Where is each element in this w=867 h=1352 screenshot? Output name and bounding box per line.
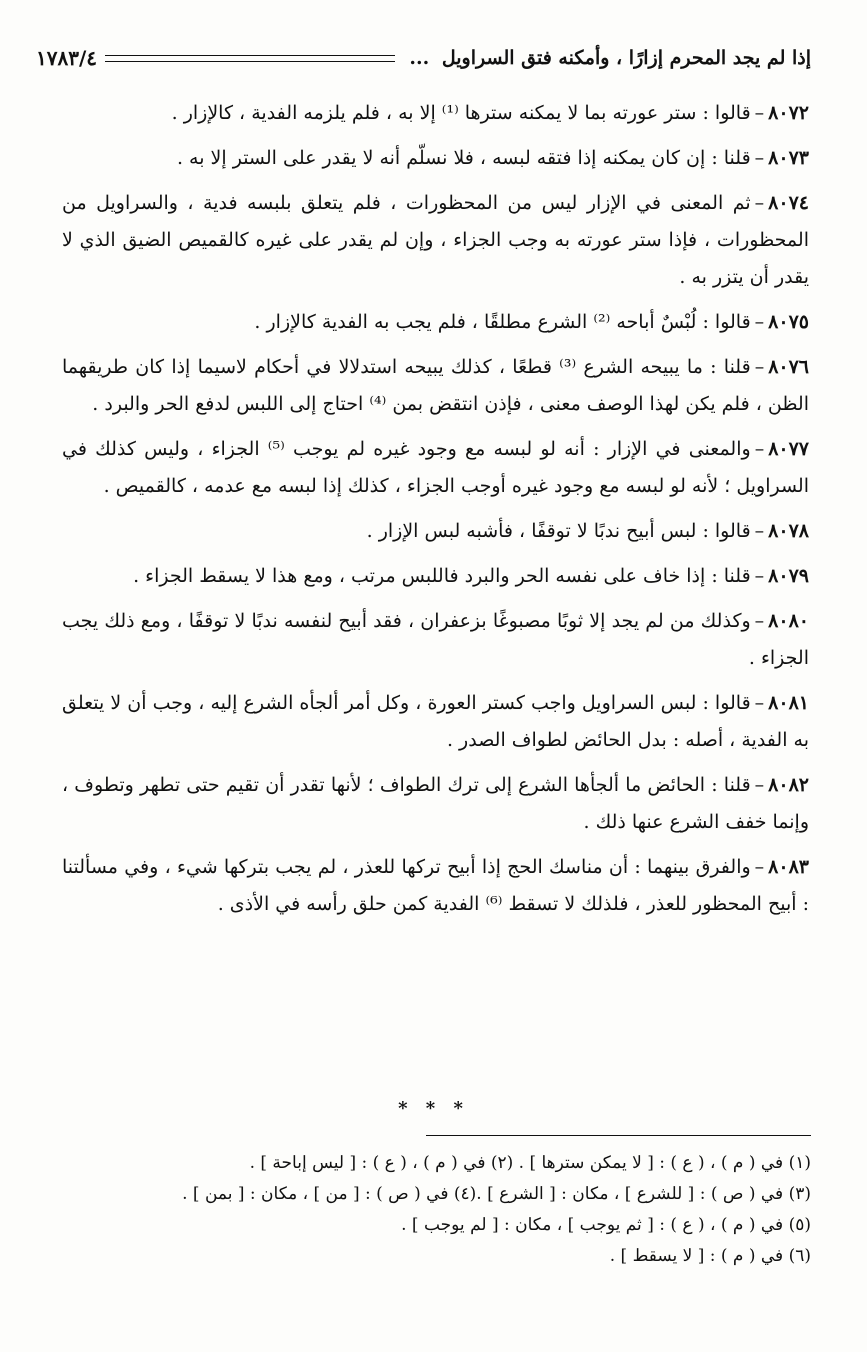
paragraph-dash: – [754, 774, 765, 796]
footnote: (١) في ( م ) ، ( ع ) : [ لا يمكن سترها ] . (٢) في ( م ) ، ( ع ) : [ ليس إباحة ] . [249, 1153, 811, 1173]
paragraph-text: قلنا : إذا خاف على نفسه الحر والبرد فاللبس مرتب ، ومع هذا لا يسقط الجزاء . [133, 565, 751, 587]
paragraph [62, 140, 809, 177]
page-number: ١٧٨٣/٤ [36, 46, 98, 70]
paragraph [62, 431, 809, 505]
paragraph-dash: – [754, 192, 765, 214]
header-rule [105, 55, 395, 62]
footnote: (٥) في ( م ) ، ( ع ) : [ ثم يوجب ] ، مكان : [ لم يوجب ] . [401, 1215, 811, 1235]
paragraph-text: والمعنى في الإزار : أنه لو لبسه مع وجود غيره لم يوجب ⁽⁵⁾ الجزاء ، وليس كذلك في السراويل ؛ لأنه لو لبسه مع وجود غيره أوجب الجزاء ، كذلك إذا لبسه مع عدمه ، كالقميص . [62, 438, 809, 497]
paragraph-number: ٨٠٧٤ [768, 192, 809, 214]
footnote: (٦) في ( م ) : [ لا يسقط ] . [609, 1246, 811, 1266]
footnote: (٣) في ( ص ) : [ للشرع ] ، مكان : [ الشرع ] .(٤) في ( ص ) : [ من ] ، مكان : [ بمن ] . [182, 1184, 811, 1204]
paragraph [62, 304, 809, 341]
paragraph-number: ٨٠٨٣ [768, 856, 809, 878]
paragraph-text: قلنا : إن كان يمكنه إذا فتقه لبسه ، فلا نسلّم أنه لا يقدر على الستر إلا به . [176, 147, 751, 169]
paragraph-dash: – [754, 520, 765, 542]
paragraph [62, 685, 809, 759]
paragraph [62, 513, 809, 550]
running-title [403, 47, 811, 69]
paragraph [62, 603, 809, 677]
paragraph-dash: – [754, 147, 765, 169]
paragraph-text: والفرق بينهما : أن مناسك الحج إذا أبيح تركها للعذر ، لم يجب بتركها شيء ، وفي مسألتنا : أبيح المحظور للعذر ، فلذلك لا تسقط ⁽⁶⁾ الفدية كمن حلق رأسه في الأذى . [62, 856, 809, 915]
paragraph-number: ٨٠٨٢ [768, 774, 809, 796]
paragraph [62, 558, 809, 595]
section-separator: * * * [398, 1098, 469, 1119]
paragraph-number: ٨٠٧٨ [768, 520, 809, 542]
paragraph-text: قلنا : ما يبيحه الشرع ⁽³⁾ قطعًا ، كذلك يبيحه استدلالا في أحكام لاسيما إذا كان طريقهما الظن ، فلم يكن لهذا الوصف معنى ، فإذن انتقض بمن ⁽⁴⁾ احتاج إلى اللبس لدفع الحر والبرد . [62, 356, 809, 415]
paragraph-dash: – [754, 102, 765, 124]
paragraph-dash: – [754, 565, 765, 587]
running-title-text: إذا لم يجد المحرم إزارًا ، وأمكنه فتق السراويل [441, 47, 811, 69]
paragraph-dash: – [754, 692, 765, 714]
paragraph-text: قلنا : الحائض ما ألجأها الشرع إلى ترك الطواف ؛ لأنها تقدر أن تقيم حتى تطهر وتطوف ، وإنما خفف الشرع عنها ذلك . [62, 774, 809, 833]
paragraph [62, 349, 809, 423]
page-header [36, 38, 811, 78]
paragraph-dash: – [754, 856, 765, 878]
paragraph-text: قالوا : ستر عورته بما لا يمكنه سترها ⁽¹⁾ إلا به ، فلم يلزمه الفدية ، كالإزار . [171, 102, 751, 124]
header-dots: ... [409, 47, 430, 69]
paragraph-number: ٨٠٧٣ [768, 147, 809, 169]
paragraph-number: ٨٠٧٢ [768, 102, 809, 124]
paragraph-text: ثم المعنى في الإزار ليس من المحظورات ، فلم يتعلق بلبسه فدية ، والسراويل من المحظورات ، فإذا ستر عورته به وجب الجزاء ، وإن لم يقدر على غيره كالقميص الضيق الذي لا يقدر أن يتزر به . [62, 192, 809, 288]
paragraph-number: ٨٠٨١ [768, 692, 809, 714]
paragraph-text: قالوا : لبس السراويل واجب كستر العورة ، وكل أمر ألجأه الشرع إليه ، وجب أن لا يتعلق به الفدية ، أصله : بدل الحائض لطواف الصدر . [62, 692, 809, 751]
paragraph [62, 849, 809, 923]
paragraph [62, 95, 809, 132]
paragraph [62, 767, 809, 841]
footnote-rule [426, 1135, 811, 1136]
paragraph-number: ٨٠٧٥ [768, 311, 809, 333]
paragraph-number: ٨٠٧٩ [768, 565, 809, 587]
paragraph-dash: – [754, 610, 765, 632]
paragraph-number: ٨٠٨٠ [768, 610, 809, 632]
paragraph [62, 185, 809, 296]
footnotes [60, 1148, 811, 1272]
paragraph-dash: – [754, 311, 765, 333]
paragraph-number: ٨٠٧٧ [768, 438, 810, 460]
main-text [62, 95, 809, 931]
paragraph-dash: – [754, 356, 765, 378]
paragraph-number: ٨٠٧٦ [768, 356, 810, 378]
paragraph-text: وكذلك من لم يجد إلا ثوبًا مصبوغًا بزعفران ، فقد أبيح لنفسه ندبًا لا توقفًا ، ومع ذلك يجب الجزاء . [62, 610, 809, 669]
paragraph-dash: – [754, 438, 765, 460]
paragraph-text: قالوا : لبس أبيح ندبًا لا توقفًا ، فأشبه لبس الإزار . [366, 520, 751, 542]
paragraph-text: قالوا : لُبْسٌ أباحه ⁽²⁾ الشرع مطلقًا ، فلم يجب به الفدية كالإزار . [254, 311, 751, 333]
